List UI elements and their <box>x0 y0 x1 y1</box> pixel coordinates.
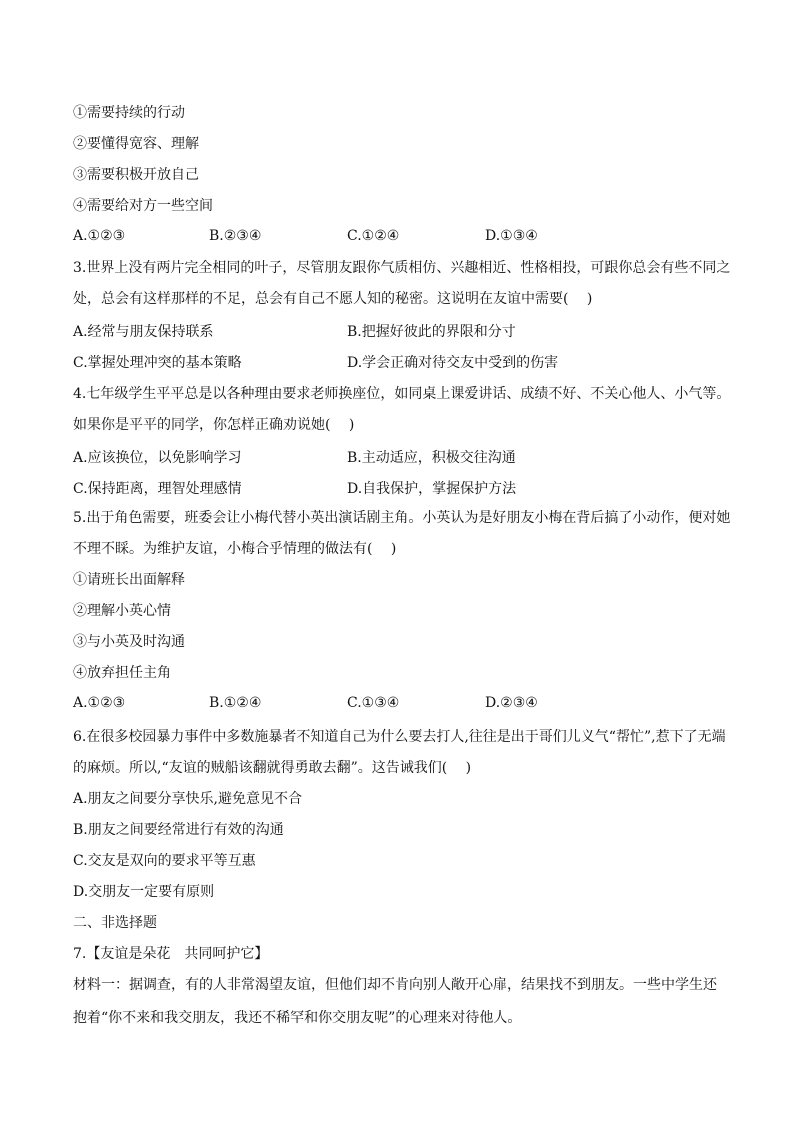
q3-stem-line2: 处，总会有这样那样的不足，总会有自己不愿人知的秘密。这说明在友谊中需要( ) <box>73 291 593 307</box>
q6-option-a: A.朋友之间要分享快乐,避免意见不合 <box>73 791 303 807</box>
q5-stem-line2: 不理不睬。为维护友谊，小梅合乎情理的做法有( ) <box>73 541 397 557</box>
q3-stem-line1: 3.世界上没有两片完全相同的叶子，尽管朋友跟你气质相仿、兴趣相近、性格相投，可跟你总会有些不同之 <box>73 260 731 276</box>
q6-option-d: D.交朋友一定要有原则 <box>73 884 215 900</box>
q4-options-row2 <box>73 478 753 496</box>
q7-material-line1: 材料一：据调查，有的人非常渴望友谊，但他们却不肯向别人敞开心扉，结果找不到朋友。一些中学生还 <box>73 977 717 993</box>
q5-option-b: B.①②④ <box>209 695 262 711</box>
q4-stem-line2: 如果你是平平的同学，你怎样正确劝说她( ) <box>73 417 355 433</box>
q5-stem-line1: 5.出于角色需要，班委会让小梅代替小英出演话剧主角。小英认为是好朋友小梅在背后搞了小动作，便对她 <box>73 510 731 526</box>
q5-option-d: D.②③④ <box>485 695 538 711</box>
q3-option-d: D.学会正确对待交友中受到的伤害 <box>347 355 559 371</box>
q5-options <box>0 695 794 713</box>
q2-option-b: B.②③④ <box>209 228 262 244</box>
q2-option-d: D.①③④ <box>485 228 538 244</box>
q3-options-row1 <box>73 321 753 339</box>
q4-option-d: D.自我保护，掌握保护方法 <box>347 481 517 497</box>
q5-option-a: A.①②③ <box>73 695 126 711</box>
q4-option-c: C.保持距离，理智处理感情 <box>73 481 242 497</box>
statement-1: ①需要持续的行动 <box>73 105 185 121</box>
q3-option-b: B.把握好彼此的界限和分寸 <box>347 324 516 340</box>
q4-options-row1 <box>73 447 753 465</box>
q6-stem-line1: 6.在很多校园暴力事件中多数施暴者不知道自己为什么要去打人,往往是出于哥们儿义气“帮忙”,惹下了无端 <box>73 729 726 745</box>
q3-option-a: A.经常与朋友保持联系 <box>73 324 214 340</box>
q6-option-b: B.朋友之间要经常进行有效的沟通 <box>73 822 284 838</box>
q5-item-4: ④放弃担任主角 <box>73 665 171 681</box>
q5-item-2: ②理解小英心情 <box>73 603 171 619</box>
q2-options <box>0 228 794 246</box>
statement-3: ③需要积极开放自己 <box>73 167 199 183</box>
q3-option-c: C.掌握处理冲突的基本策略 <box>73 355 242 371</box>
q5-option-c: C.①③④ <box>347 695 400 711</box>
section-heading: 二、非选择题 <box>73 915 157 931</box>
statement-2: ②要懂得宽容、理解 <box>73 136 199 152</box>
q5-item-3: ③与小英及时沟通 <box>73 634 185 650</box>
statement-4: ④需要给对方一些空间 <box>73 198 213 214</box>
q7-material-line2: 抱着“你不来和我交朋友，我还不稀罕和你交朋友呢”的心理来对待他人。 <box>73 1010 522 1026</box>
q3-options-row2 <box>73 352 753 370</box>
q7-title: 7.【友谊是朵花 共同呵护它】 <box>73 946 269 962</box>
q6-stem-line2: 的麻烦。所以,“友谊的贼船该翻就得勇敢去翻”。这告诫我们( ) <box>73 760 472 776</box>
q4-option-a: A.应该换位，以免影响学习 <box>73 450 242 466</box>
q2-option-c: C.①②④ <box>347 228 400 244</box>
q4-option-b: B.主动适应，积极交往沟通 <box>347 450 516 466</box>
q2-option-a: A.①②③ <box>73 228 126 244</box>
q5-item-1: ①请班长出面解释 <box>73 572 185 588</box>
q4-stem-line1: 4.七年级学生平平总是以各种理由要求老师换座位，如同桌上课爱讲话、成绩不好、不关心他人、小气等。 <box>73 386 731 402</box>
q6-option-c: C.交友是双向的要求平等互惠 <box>73 853 256 869</box>
